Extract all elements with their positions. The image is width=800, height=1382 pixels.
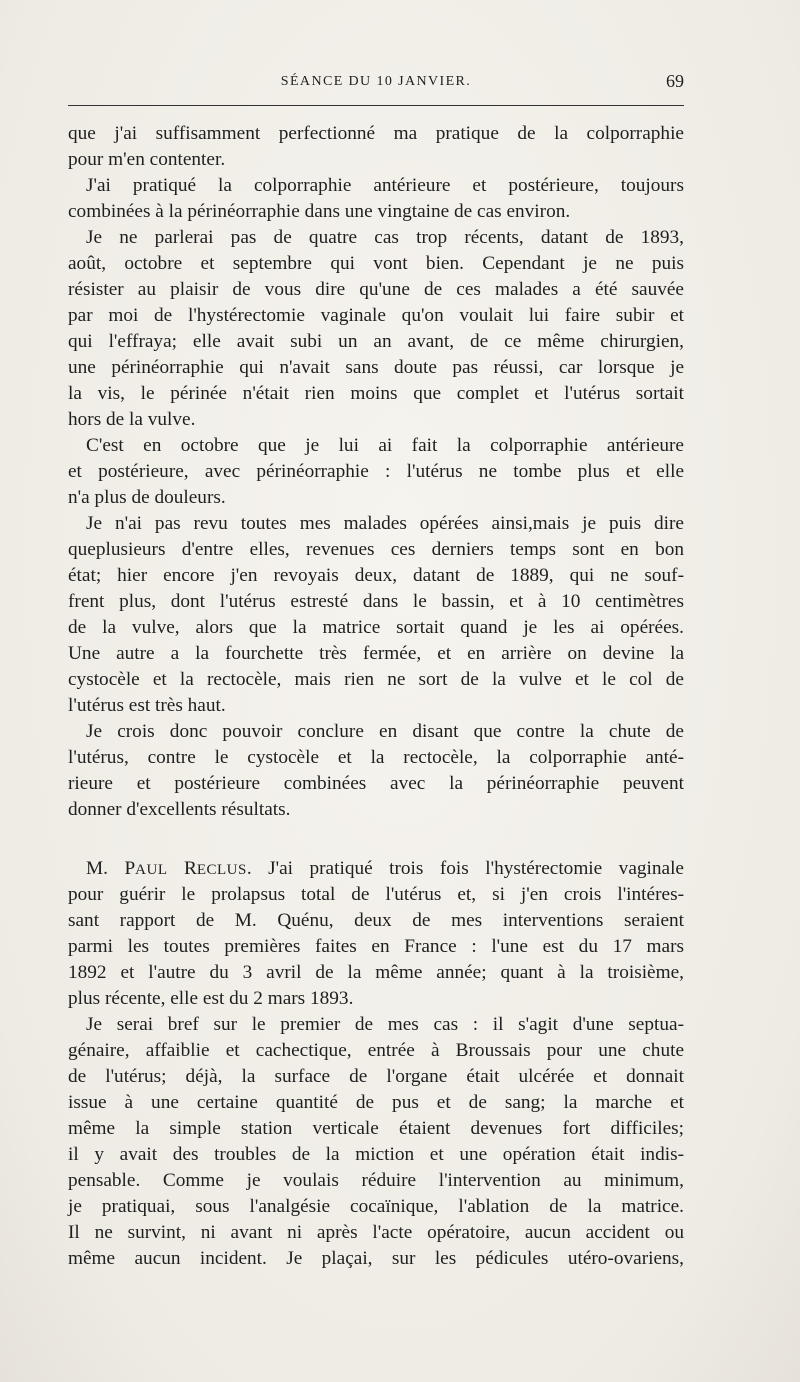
page-number: 69: [666, 71, 684, 91]
speaker-smallcaps: ECLUS: [196, 862, 247, 878]
text-line: [68, 856, 684, 882]
paragraph: [68, 173, 684, 225]
text-line: il y avait des troubles de la miction et une opération était indis-: [68, 1144, 684, 1165]
page-header: [68, 68, 684, 94]
text-line: rieure et postérieure combinées avec la périnéorraphie peuvent: [68, 773, 684, 794]
text-line: sant rapport de M. Quénu, deux de mes interventions seraient: [68, 910, 684, 931]
text-line: l'utérus, contre le cystocèle et la rectocèle, la colporraphie anté-: [68, 747, 684, 768]
body-text: [68, 121, 684, 1272]
text-line: je pratiquai, sous l'analgésie cocaïnique, l'ablation de la matrice.: [68, 1196, 684, 1217]
speaker-suffix: .: [246, 858, 252, 879]
text-line: de la vulve, alors que la matrice sortait quand je les ai opérées.: [68, 617, 684, 638]
speaker-initial: P: [124, 858, 136, 879]
text-line: issue à une certaine quantité de pus et de sang; la marche et: [68, 1092, 684, 1113]
text-line: frent plus, dont l'utérus estresté dans le bassin, et à 10 centimètres: [68, 591, 684, 612]
text-line: même aucun incident. Je plaçai, sur les pédicules utéro-ovariens,: [68, 1248, 684, 1269]
line-text: J'ai pratiqué trois fois l'hystérectomie vaginale: [251, 858, 684, 879]
text-line: combinées à la périnéorraphie dans une vingtaine de cas environ.: [68, 201, 571, 222]
text-line: pour guérir le prolapsus total de l'utérus et, si j'en crois l'intéres-: [68, 884, 684, 905]
text-line: parmi les toutes premières faites en France : l'une est du 17 mars: [68, 936, 684, 957]
text-line: état; hier encore j'en revoyais deux, datant de 1889, qui ne souf-: [68, 565, 684, 586]
paragraph: [68, 225, 684, 433]
text-line: Je n'ai pas revu toutes mes malades opérées ainsi,mais je puis dire: [86, 513, 684, 534]
text-line: C'est en octobre que je lui ai fait la colporraphie antérieure: [86, 435, 684, 456]
paragraph: [68, 433, 684, 511]
speaker-initial: R: [183, 858, 197, 879]
paragraph: [68, 1012, 684, 1272]
text-line: la vis, le périnée n'était rien moins que complet et l'utérus sortait: [68, 383, 684, 404]
text-line: de l'utérus; déjà, la surface de l'organe était ulcérée et donnait: [68, 1066, 684, 1087]
header-rule: [68, 105, 684, 106]
text-line: pensable. Comme je voulais réduire l'intervention au minimum,: [68, 1170, 684, 1191]
text-line: plus récente, elle est du 2 mars 1893.: [68, 988, 354, 1009]
text-line: même la simple station verticale étaient devenues fort difficiles;: [68, 1118, 684, 1139]
running-title: SÉANCE DU 10 JANVIER.: [280, 74, 472, 89]
text-line: une périnéorraphie qui n'avait sans doute pas réussi, car lorsque je: [68, 357, 684, 378]
paragraph: [68, 719, 684, 823]
text-line: Il ne survint, ni avant ni après l'acte opératoire, aucun accident ou: [68, 1222, 684, 1243]
paragraph: [68, 121, 684, 173]
speaker-smallcaps: AUL: [135, 862, 168, 878]
text-line: qui l'effraya; elle avait subi un an avant, de ce même chirurgien,: [68, 331, 684, 352]
speaker-name: [86, 858, 252, 879]
paragraph: [68, 511, 684, 719]
text-line: pour m'en contenter.: [68, 149, 226, 170]
speaker-prefix: M.: [86, 858, 125, 879]
text-line: Je ne parlerai pas de quatre cas trop récents, datant de 1893,: [86, 227, 684, 248]
text-line: J'ai pratiqué la colporraphie antérieure et postérieure, toujours: [86, 175, 684, 196]
text-line: 1892 et l'autre du 3 avril de la même année; quant à la troisième,: [68, 962, 684, 983]
text-line: donner d'excellents résultats.: [68, 799, 291, 820]
text-line: Une autre a la fourchette très fermée, et en arrière on devine la: [68, 643, 684, 664]
text-line: hors de la vulve.: [68, 409, 196, 430]
text-line: cystocèle et la rectocèle, mais rien ne sort de la vulve et le col de: [68, 669, 684, 690]
text-line: par moi de l'hystérectomie vaginale qu'on voulait lui faire subir et: [68, 305, 684, 326]
paragraph: [68, 856, 684, 1012]
text-line: n'a plus de douleurs.: [68, 487, 226, 508]
paragraph-gap: [68, 823, 684, 856]
text-line: l'utérus est très haut.: [68, 695, 226, 716]
text-line: que j'ai suffisamment perfectionné ma pratique de la colporraphie: [68, 123, 684, 144]
speaker-space: [168, 858, 184, 879]
text-line: résister au plaisir de vous dire qu'une de ces malades a été sauvée: [68, 279, 684, 300]
text-line: génaire, affaiblie et cachectique, entrée à Broussais pour une chute: [68, 1040, 684, 1061]
text-line: août, octobre et septembre qui vont bien. Cependant je ne puis: [68, 253, 684, 274]
text-line: queplusieurs d'entre elles, revenues ces derniers temps sont en bon: [68, 539, 684, 560]
text-line: et postérieure, avec périnéorraphie : l'utérus ne tombe plus et elle: [68, 461, 684, 482]
text-line: Je serai bref sur le premier de mes cas : il s'agit d'une septua-: [86, 1014, 684, 1035]
text-line: Je crois donc pouvoir conclure en disant que contre la chute de: [86, 721, 684, 742]
